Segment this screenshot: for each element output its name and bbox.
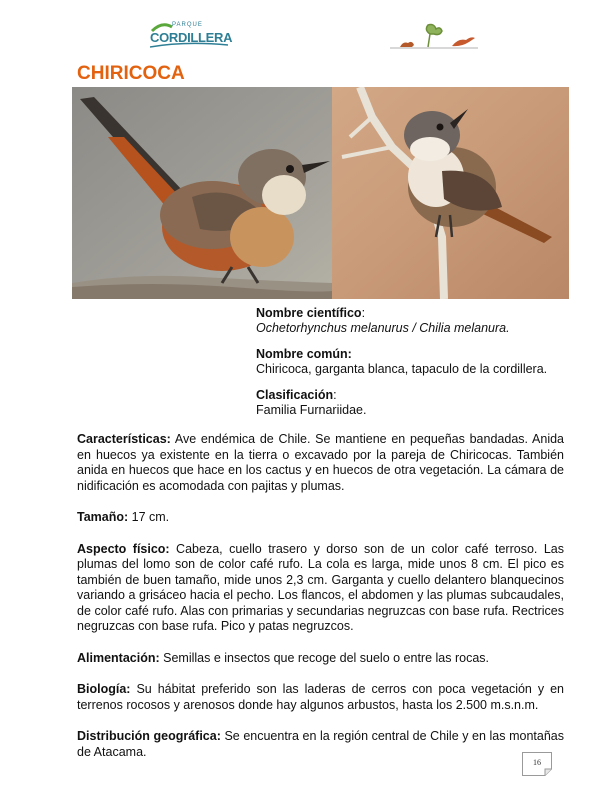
common-name-value: Chiricoca, garganta blanca, tapaculo de la cordillera. — [256, 362, 548, 376]
classification-colon: : — [333, 388, 337, 402]
description-text — [77, 432, 564, 776]
bird-photos — [72, 87, 569, 299]
tamano-text: 17 cm. — [128, 510, 170, 524]
biologia-paragraph — [77, 682, 564, 713]
distribucion-text: Se encuentra en la región central de Chile y en las montañas de Atacama. — [77, 729, 564, 759]
logo-small-text: PARQUE — [172, 22, 203, 28]
page-header — [0, 0, 600, 60]
tamano-label: Tamaño: — [77, 510, 129, 524]
page-number — [522, 752, 552, 776]
distribucion-label: Distribución geográfica: — [77, 729, 221, 743]
alimentacion-label: Alimentación: — [77, 650, 160, 665]
logo-main-text: CORDILLERA — [150, 30, 233, 45]
page-number-text: 16 — [533, 758, 541, 767]
biologia-label: Biología: — [77, 682, 131, 696]
aspecto-text: Cabeza, cuello trasero y dorso son de un color café terroso. Las plumas del lomo son de color café rufo. La cola es larga, mide unos 8 cm. El pico es también de buen tamaño, mide unos 2,3 cm. Garganta y cuello delantero blanquecinos variando a grisáceo hacia el pecho. Los flancos, el abdomen y las plumas subcaudales, de color café rufo. Alas con primarias y secundarias negruzcas con base rufa. Rectrices negruzcas con base rufa. Pico y patas negruzcos. — [77, 541, 564, 633]
header-decoration-icon — [390, 22, 480, 52]
alimentacion-text: Semillas e insectos que recoge del suelo o entre las rocas. — [159, 650, 490, 665]
biologia-text: Su hábitat preferido son las laderas de cerros con poca vegetación y en terrenos rocosos y arenosos donde hay algunos arbustos, hasta los 2.500 m.s.n.m. — [77, 682, 564, 712]
scientific-name-colon: : — [361, 306, 366, 320]
classification-label: Clasificación — [256, 388, 334, 402]
bird-photo-right — [332, 87, 569, 299]
bird-photo-left — [72, 87, 332, 299]
tamano-paragraph — [77, 510, 564, 526]
parque-cordillera-logo — [150, 21, 233, 51]
caracteristicas-text: Ave endémica de Chile. Se mantiene en pequeñas bandadas. Anida en huecos ya existente en la tierra o excavado por la pareja de Chiricocas. También anida en huecos que hace en los cactus y en huecos de otra vegetación. La cámara de nidificación es acomodada con pajitas y plumas. — [77, 432, 564, 493]
caracteristicas-paragraph — [77, 432, 564, 494]
distribucion-paragraph — [77, 729, 564, 760]
scientific-name-label: Nombre científico — [256, 306, 362, 320]
aspecto-paragraph — [77, 542, 564, 635]
aspecto-label: Aspecto físico: — [77, 541, 170, 556]
caracteristicas-label: Características: — [77, 432, 171, 446]
classification-value: Familia Furnariidae. — [256, 403, 367, 417]
common-name-label: Nombre común: — [256, 347, 352, 361]
common-name-block — [256, 347, 576, 377]
species-info — [256, 306, 576, 429]
alimentacion-paragraph — [77, 651, 564, 667]
classification-block — [256, 388, 576, 418]
scientific-name-value: Ochetorhynchus melanurus / Chilia melanura. — [256, 321, 510, 335]
scientific-name-block — [256, 306, 576, 336]
page-title: CHIRICOCA — [77, 63, 185, 84]
